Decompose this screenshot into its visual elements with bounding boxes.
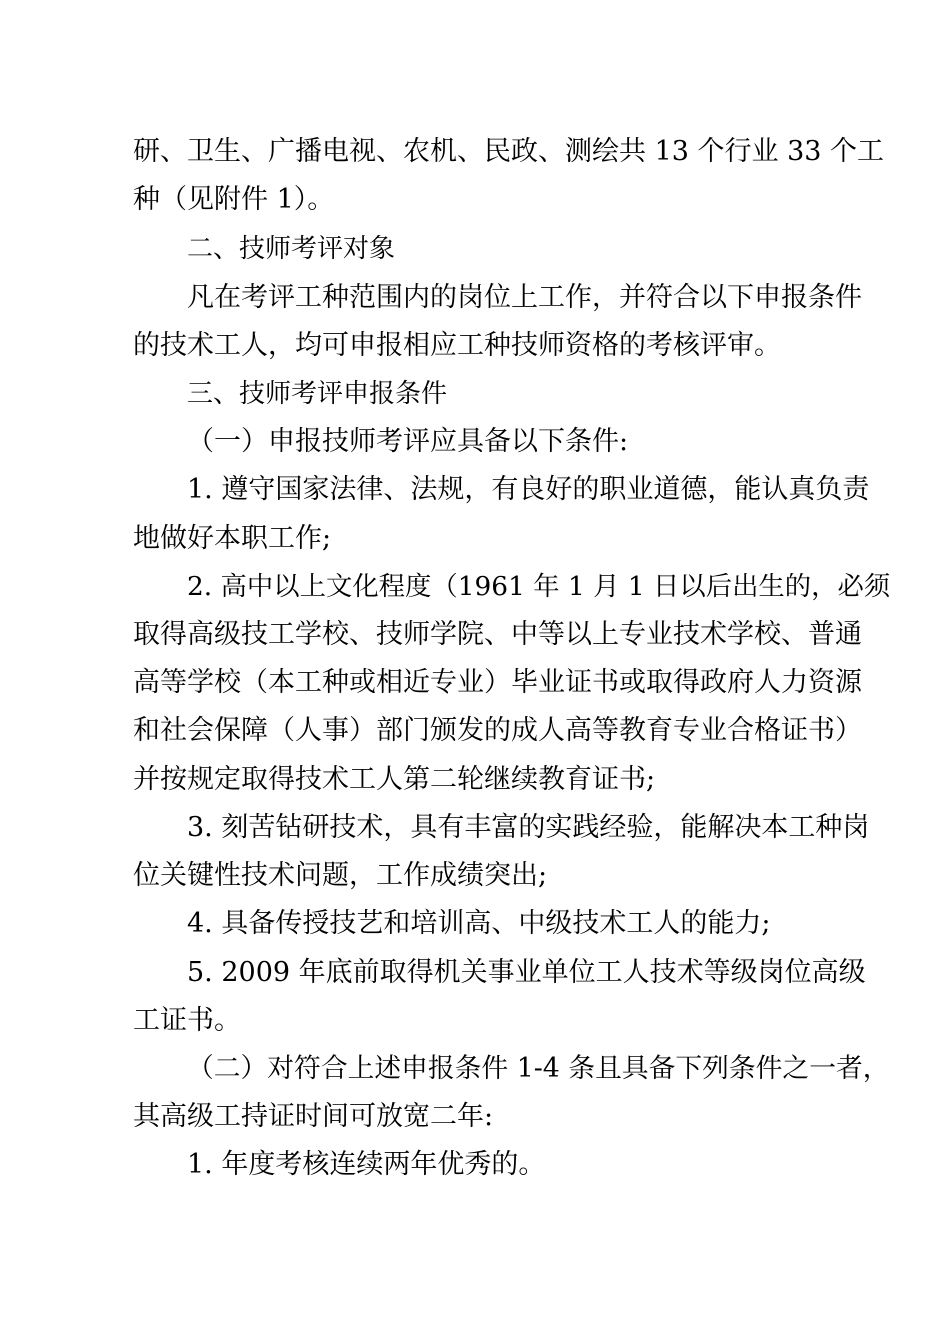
body-line: 种（见附件 1）。: [133, 184, 335, 215]
body-line: 研、卫生、广播电视、农机、民政、测绘共 13 个行业 33 个工: [133, 136, 885, 167]
list-item: 3. 刻苦钻研技术，具有丰富的实践经验，能解决本工种岗: [187, 812, 870, 843]
body-line: 工证书。: [133, 1005, 241, 1036]
body-line: 和社会保障（人事）部门颁发的成人高等教育专业合格证书）: [133, 715, 862, 746]
body-line: 凡在考评工种范围内的岗位上工作，并符合以下申报条件: [187, 282, 862, 313]
subsection-heading: （一）申报技师考评应具备以下条件:: [187, 426, 629, 457]
list-item: 1. 遵守国家法律、法规，有良好的职业道德，能认真负责: [187, 474, 870, 505]
section-heading: 三、技师考评申报条件: [187, 379, 448, 409]
list-item: 5. 2009 年底前取得机关事业单位工人技术等级岗位高级: [187, 957, 866, 988]
body-line: 并按规定取得技术工人第二轮继续教育证书;: [133, 764, 656, 795]
body-line: 位关键性技术问题，工作成绩突出;: [133, 860, 548, 891]
body-line: 取得高级技工学校、技师学院、中等以上专业技术学校、普通: [133, 619, 862, 650]
body-line: 的技术工人，均可申报相应工种技师资格的考核评审。: [133, 330, 781, 361]
list-item: 4. 具备传授技艺和培训高、中级技术工人的能力;: [187, 908, 771, 939]
body-line: 高等学校（本工种或相近专业）毕业证书或取得政府人力资源: [133, 667, 862, 698]
section-heading: 二、技师考评对象: [187, 234, 396, 264]
body-line: 其高级工持证时间可放宽二年:: [133, 1101, 494, 1132]
list-item: 1. 年度考核连续两年优秀的。: [187, 1149, 546, 1180]
subsection-heading: （二）对符合上述申报条件 1-4 条且具备下列条件之一者，: [187, 1053, 890, 1084]
list-item: 2. 高中以上文化程度（1961 年 1 月 1 日以后出生的，必须: [187, 572, 891, 602]
body-line: 地做好本职工作;: [133, 523, 332, 554]
